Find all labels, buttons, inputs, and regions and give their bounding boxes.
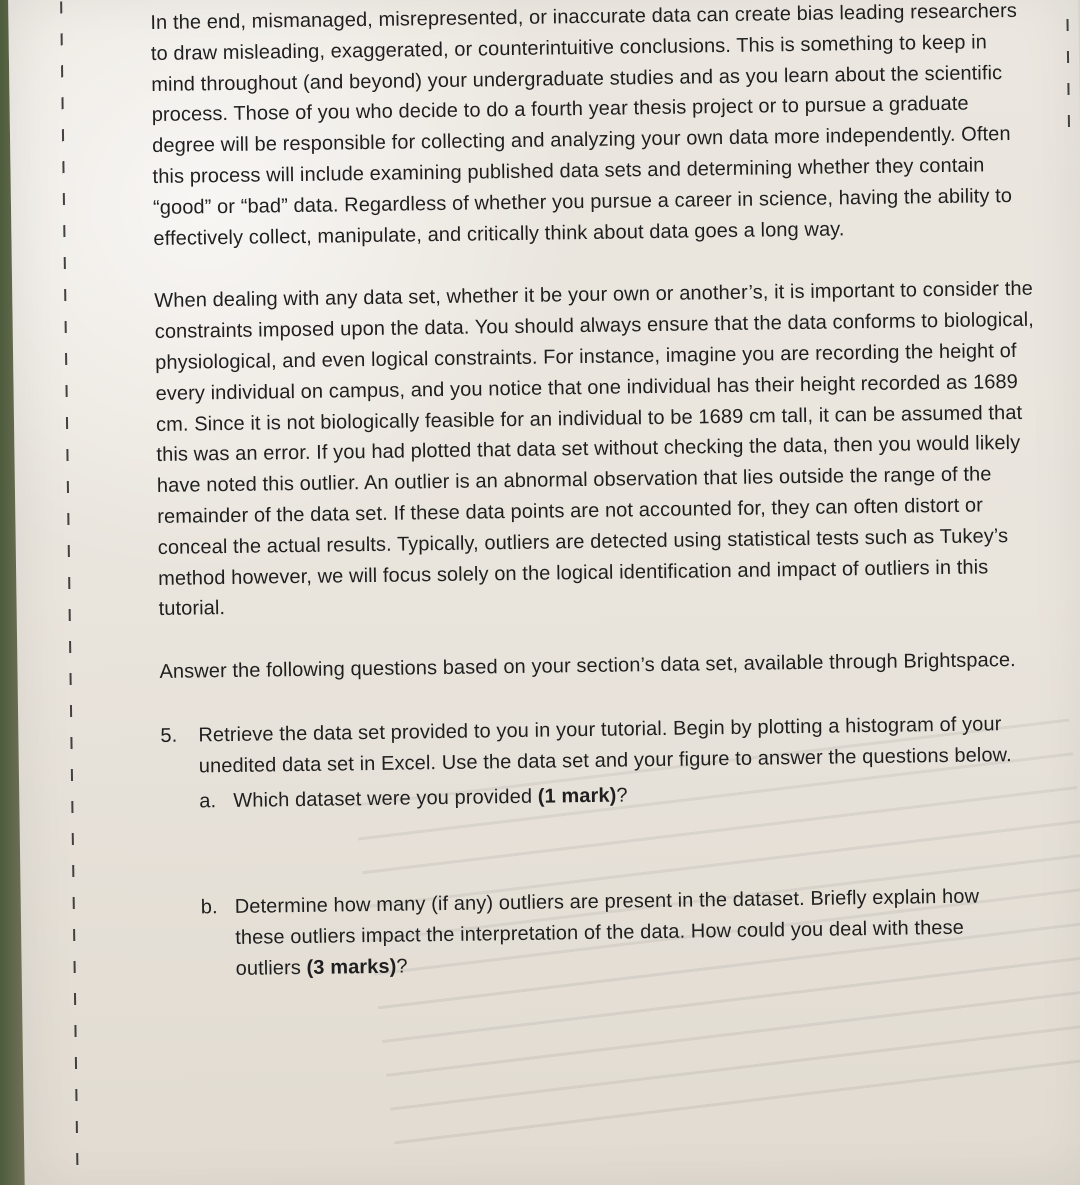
subquestion-a-end: ?: [616, 783, 628, 807]
question-5: [160, 709, 1044, 986]
question-body: [198, 709, 1022, 985]
instruction-text: Answer the following questions based on your section’s data set, available through Brightspace.: [159, 649, 1016, 684]
document-content: [150, 0, 1044, 986]
paragraph-1: In the end, mismanaged, misrepresented, or inaccurate data can create bias leading researchers to draw misleading, exaggerated, or counterintuitive conclusions. This is something to keep in mind throughout (and beyond) your undergraduate studies and as you learn about the scientific process. Those of you who decide to do a fourth year thesis project or to pursue a graduate degree will be responsible for collecting and analyzing your own data more independently. Often this process will include examining published data sets and determining whether they contain “good” or “bad” data. Regardless of whether you pursue a career in science, having the ability to effectively collect, manipulate, and critically think about data goes a long way.: [150, 0, 1018, 250]
paragraph-2: When dealing with any data set, whether it be your own or another’s, it is important to consider the constraints imposed upon the data. You should always ensure that the data conforms to biological, physiological, and even logical constraints. For instance, imagine you are recording the height of every individual on campus, and you notice that one individual has their height recorded as 1689 cm. Since it is not biologically feasible for an individual to be 1689 cm tall, it can be assumed that this was an error. If you had plotted that data set without checking the data, then you would likely have noted this outlier. An outlier is an abnormal observation that lies outside the range of the remainder of the data set. If these data points are not accounted for, they can often distort or conceal the actual results. Typically, outliers are detected using statistical tests such as Tukey’s method however, we will focus solely on the logical identification and impact of outliers in this tutorial.: [154, 278, 1034, 621]
subquestion-a-text-main: Which dataset were you provided: [233, 785, 538, 812]
subquestion-b-end: ?: [396, 955, 408, 978]
subquestion-b-marks: (3 marks): [306, 955, 397, 979]
paper-sheet: [8, 0, 1080, 1185]
left-cut-line: [60, 1, 78, 1181]
answer-space-a: [200, 805, 1021, 888]
question-text: Retrieve the data set provided to you in your tutorial. Begin by plotting a histogram of your unedited data set in Excel. Use the data set and your figure to answer the questions below.: [198, 713, 1012, 778]
subquestion-b-text: [235, 881, 1016, 984]
question-number: 5.: [160, 724, 178, 747]
subquestion-a-label: a.: [199, 789, 217, 812]
subquestion-b-text-main: Determine how many (if any) outliers are present in the dataset. Briefly explain how these outliers impact the interpretation of the data. How could you deal with these outliers: [234, 885, 980, 980]
right-cut-line: [1066, 0, 1070, 127]
subquestion-b-label: b.: [200, 896, 218, 919]
subquestion-a-marks: (1 mark): [537, 784, 617, 808]
subquestion-b: [201, 881, 1022, 985]
